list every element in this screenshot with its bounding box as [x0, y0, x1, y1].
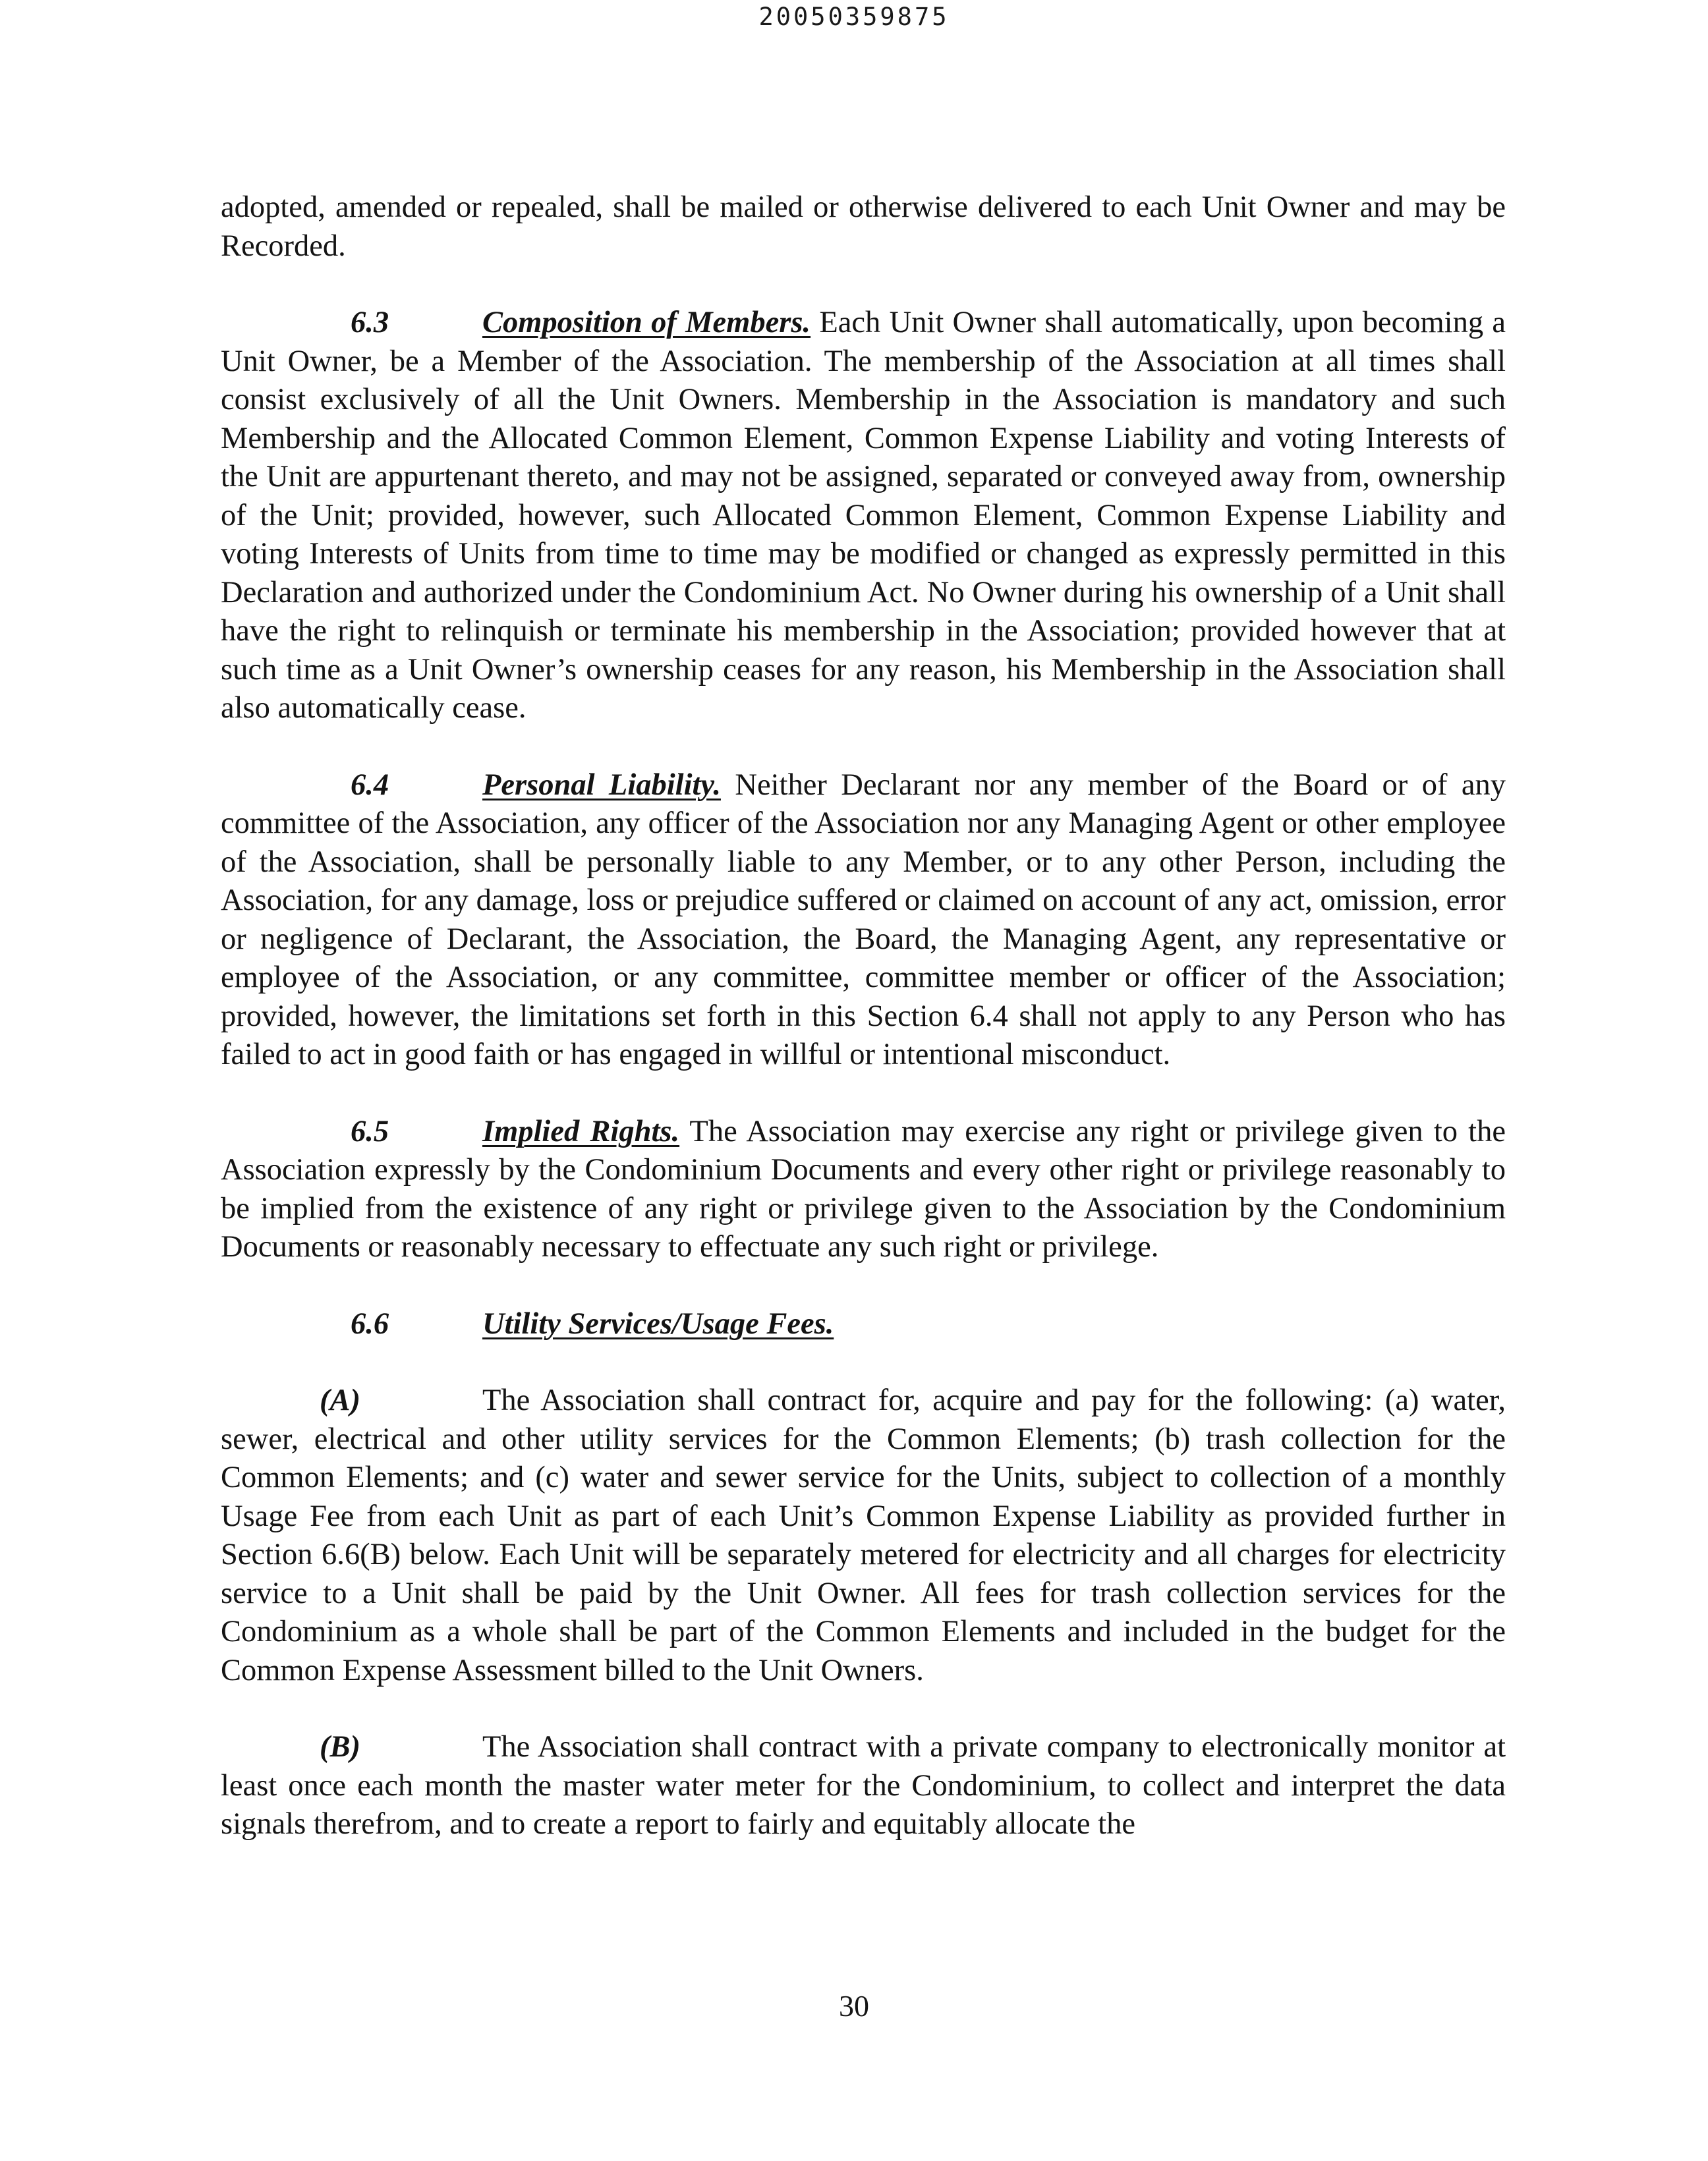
- section-text: Each Unit Owner shall automatically, upon becoming a Unit Owner, be a Member of the Association. The membership of the Association at all times shall consist exclusively of all the Unit Owners. Membership in the Association is mandatory and such Membership and the Allocated Common Element, Common Expense Liability and voting Interests of the Unit are appurtenant thereto, and may not be assigned, separated or conveyed away from, ownership of the Unit; provided, however, such Allocated Common Element, Common Expense Liability and voting Interests of Units from time to time may be modified or changed as expressly permitted in this Declaration and authorized under the Condominium Act. No Owner during his ownership of a Unit shall have the right to relinquish or terminate his membership in the Association; provided however that at such time as a Unit Owner’s ownership ceases for any reason, his Membership in the Association shall also automatically cease.: [221, 306, 1506, 725]
- intro-paragraph: adopted, amended or repealed, shall be mailed or otherwise delivered to each Unit Owner and may be Recorded.: [221, 190, 1506, 263]
- section-6-4: [221, 766, 1506, 1075]
- section-6-6-heading: [221, 1305, 1506, 1344]
- subsection-label: (B): [320, 1730, 360, 1764]
- page-number: 30: [839, 1989, 869, 2023]
- section-number: 6.4: [351, 768, 389, 802]
- subsection-b: [221, 1728, 1506, 1844]
- section-title: Utility Services/Usage Fees.: [482, 1306, 834, 1341]
- document-body: [221, 188, 1506, 1844]
- paragraph-spacer: [221, 728, 1506, 766]
- paragraph-spacer: [221, 1267, 1506, 1305]
- paragraph-spacer: [221, 1690, 1506, 1728]
- paragraph-spacer: [221, 266, 1506, 304]
- paragraph-spacer: [221, 1075, 1506, 1113]
- section-number: 6.3: [351, 306, 389, 339]
- subsection-text: The Association shall contract with a private company to electronically monitor at least once each month the master water meter for the Condominium, to collect and interpret the data signals therefrom, and to create a report to fairly and equitably allocate the: [221, 1730, 1506, 1841]
- subsection-text: The Association shall contract for, acquire and pay for the following: (a) water, sewer, electrical and other utility services for the Common Elements; (b) trash collection for the Common Elements; and (c) water and sewer service for the Units, subject to collection of a monthly Usage Fee from each Unit as part of each Unit’s Common Expense Liability as provided further in Section 6.6(B) below. Each Unit will be separately metered for electricity and all charges for electricity service to a Unit shall be paid by the Unit Owner. All fees for trash collection services for the Condominium as a whole shall be part of the Common Elements and included in the budget for the Common Expense Assessment billed to the Unit Owners.: [221, 1384, 1506, 1687]
- document-number: 20050359875: [758, 3, 950, 31]
- section-6-5: [221, 1113, 1506, 1267]
- section-number: 6.5: [351, 1114, 389, 1148]
- section-text: The Association may exercise any right or privilege given to the Association expressly by the Condominium Documents and every other right or privilege reasonably to be implied from the existence of any right or privilege given to the Association by the Condominium Documents or reasonably necessary to effectuate any such right or privilege.: [221, 1114, 1506, 1264]
- section-6-3: [221, 304, 1506, 728]
- section-text: Neither Declarant nor any member of the Board or of any committee of the Association, any officer of the Association nor any Managing Agent or other employee of the Association, shall be personally liable to any Member, or to any other Person, including the Association, for any damage, loss or prejudice suffered or claimed on account of any act, omission, error or negligence of Declarant, the Association, the Board, the Managing Agent, any representative or employee of the Association, or any committee, committee member or officer of the Association; provided, however, the limitations set forth in this Section 6.4 shall not apply to any Person who has failed to act in good faith or has engaged in willful or intentional misconduct.: [221, 768, 1506, 1071]
- paragraph-spacer: [221, 1343, 1506, 1382]
- subsection-a: [221, 1382, 1506, 1690]
- subsection-label: (A): [320, 1384, 360, 1417]
- section-title: Composition of Members.: [482, 306, 811, 339]
- section-number: 6.6: [351, 1306, 389, 1341]
- section-title: Implied Rights.: [482, 1114, 680, 1148]
- section-title: Personal Liability.: [482, 768, 721, 802]
